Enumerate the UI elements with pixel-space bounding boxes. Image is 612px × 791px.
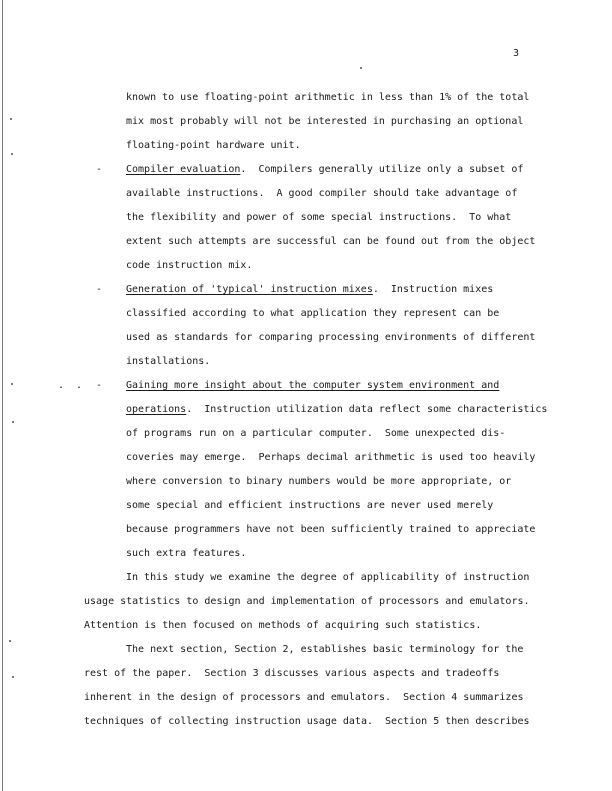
scan-speck xyxy=(10,118,12,120)
text-fragment: . Instruction utilization data reflect some characteristics xyxy=(186,404,548,415)
text-fragment: . Compilers generally utilize only a subset of xyxy=(240,164,524,175)
bullet-compiler-first-line xyxy=(126,164,523,176)
bullet-dash: - xyxy=(96,164,103,175)
text-line: known to use floating-point arithmetic in less than 1% of the total xyxy=(126,92,530,103)
scan-speck xyxy=(11,383,13,385)
stray-marks: . . xyxy=(58,380,83,391)
text-line: of programs run on a particular computer. Some unexpected dis- xyxy=(126,428,506,439)
paragraph-line: inherent in the design of processors and emulators. Section 4 summarizes xyxy=(84,692,524,703)
text-line: because programmers have not been sufficiently trained to appreciate xyxy=(126,524,536,535)
paragraph-line: rest of the paper. Section 3 discusses various aspects and tradeoffs xyxy=(84,668,500,679)
text-line: where conversion to binary numbers would be more appropriate, or xyxy=(126,476,512,487)
scan-speck xyxy=(12,676,14,678)
paragraph-line: Attention is then focused on methods of acquiring such statistics. xyxy=(84,620,482,631)
text-line: classified according to what application they represent can be xyxy=(126,308,500,319)
bullet-heading-typical: Generation of 'typical' instruction mixes xyxy=(126,284,373,295)
text-line: coveries may emerge. Perhaps decimal arithmetic is used too heavily xyxy=(126,452,536,463)
text-line: installations. xyxy=(126,356,211,367)
bullet-heading-insight: Gaining more insight about the computer system environment and xyxy=(126,380,500,391)
text-line: such extra features. xyxy=(126,548,247,559)
scan-speck xyxy=(360,67,362,69)
text-fragment: . Instruction mixes xyxy=(372,284,494,295)
scan-speck xyxy=(11,153,13,155)
paragraph-line: usage statistics to design and implementation of processors and emulators. xyxy=(84,596,530,607)
text-line: code instruction mix. xyxy=(126,260,253,271)
scan-speck xyxy=(12,421,14,423)
page-number: 3 xyxy=(513,48,520,59)
text-line: available instructions. A good compiler should take advantage of xyxy=(126,188,518,199)
scan-edge xyxy=(2,0,3,791)
text-line: mix most probably will not be interested in purchasing an optional xyxy=(126,116,524,127)
scan-speck xyxy=(9,640,11,642)
paragraph-line: The next section, Section 2, establishes basic terminology for the xyxy=(126,644,524,655)
text-line: floating-point hardware unit. xyxy=(126,140,301,151)
paragraph-line: In this study we examine the degree of applicability of instruction xyxy=(126,572,530,583)
paragraph-line: techniques of collecting instruction usage data. Section 5 then describes xyxy=(84,716,530,727)
text-line: the flexibility and power of some special instructions. To what xyxy=(126,212,512,223)
bullet-insight-second-line xyxy=(126,404,547,416)
bullet-dash: - xyxy=(96,284,103,295)
bullet-heading-insight-cont: operations xyxy=(126,404,187,415)
bullet-dash: - xyxy=(96,380,103,391)
bullet-heading-compiler: Compiler evaluation xyxy=(126,164,241,175)
text-line: extent such attempts are successful can be found out from the object xyxy=(126,236,536,247)
bullet-typical-first-line xyxy=(126,284,493,296)
text-line: some special and efficient instructions are never used merely xyxy=(126,500,494,511)
text-line: used as standards for comparing processing environments of different xyxy=(126,332,536,343)
